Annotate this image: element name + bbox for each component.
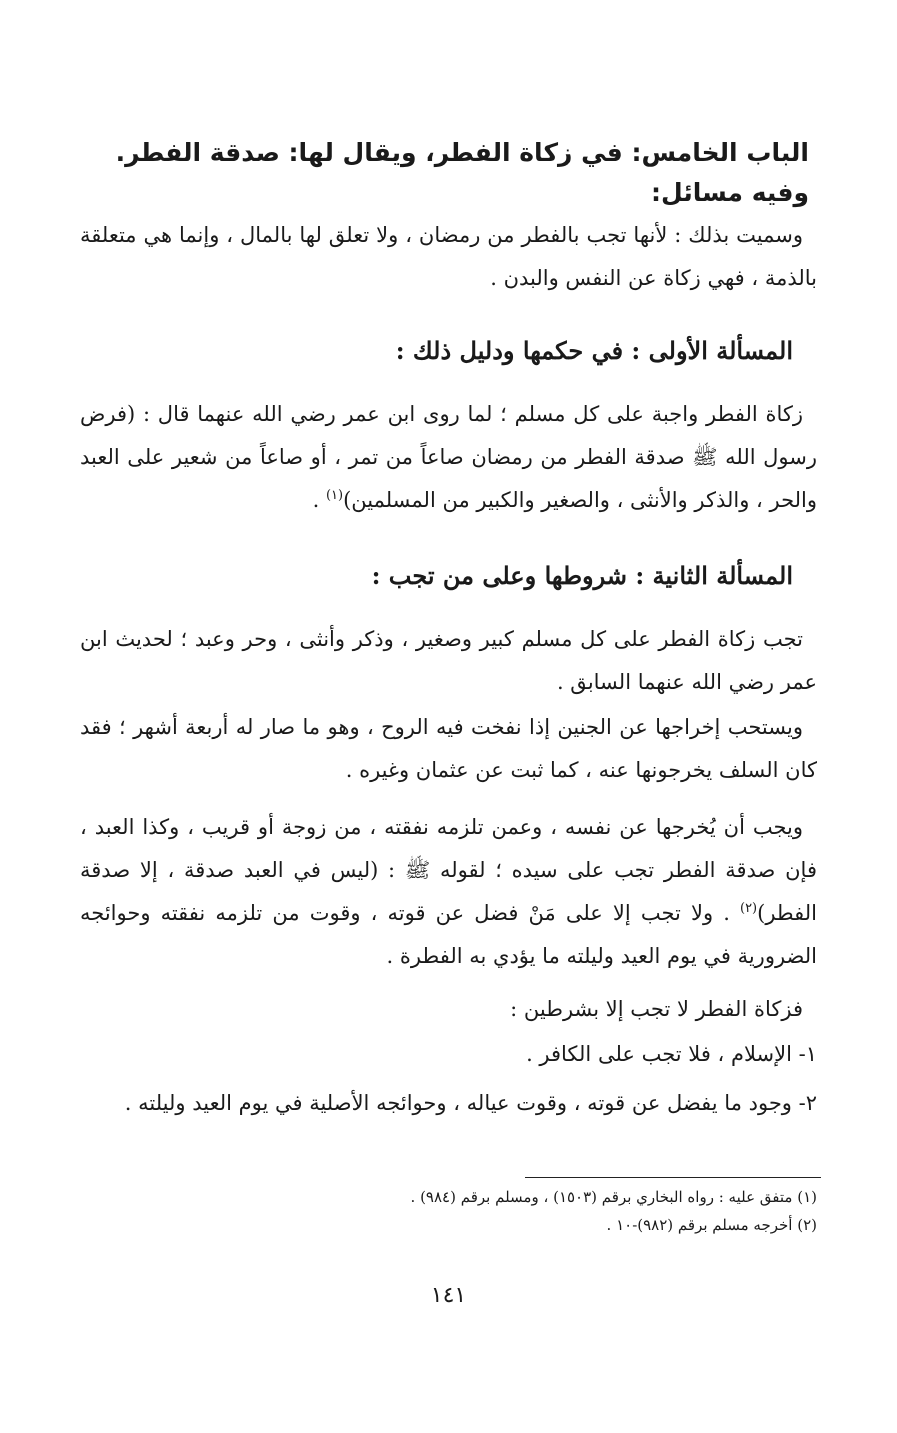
- condition-2: ٢- وجود ما يفضل عن قوته ، وقوت عياله ، وحوائجه الأصلية في يوم العيد وليلته .: [124, 1091, 817, 1115]
- issue-2-paragraph-1: تجب زكاة الفطر على كل مسلم كبير وصغير ، وذكر وأنثى ، وحر وعبد ؛ لحديث ابن عمر رضي الله عنهما السابق .: [80, 627, 817, 694]
- footnote-2: (٢) أخرجه مسلم برقم (٩٨٢)-١٠ .: [606, 1216, 817, 1234]
- issue-2-paragraph-2: ويستحب إخراجها عن الجنين إذا نفخت فيه الروح ، وهو ما صار له أربعة أشهر ؛ فقد كان السلف يخرجونها عنه ، كما ثبت عن عثمان وغيره .: [80, 715, 817, 782]
- footnote-ref-2: (٢): [739, 901, 758, 916]
- footnote-ref-1: (١): [325, 488, 344, 503]
- issue-1-text: زكاة الفطر واجبة على كل مسلم ؛ لما روى ابن عمر رضي الله عنهما قال : (فرض رسول الله ﷺ صدقة الفطر من رمضان صاعاً من تمر ، أو صاعاً من شعير على العبد والحر ، والذكر والأنثى ، والصغير والكبير من المسلمين): [80, 402, 817, 512]
- issue-2-p3-after: . ولا تجب إلا على مَنْ فضل عن قوته ، وقوت من تلزمه نفقته وحوائجه الضرورية في يوم العيد وليلته ما يؤدي به الفطرة .: [80, 901, 817, 968]
- footnote-1: (١) متفق عليه : رواه البخاري برقم (١٥٠٣) ، ومسلم برقم (٩٨٤) .: [410, 1188, 817, 1206]
- issue-1-text-end: .: [312, 488, 326, 512]
- footnote-divider: [525, 1177, 821, 1178]
- chapter-title: الباب الخامس: في زكاة الفطر، ويقال لها: صدقة الفطر. وفيه مسائل:: [115, 138, 809, 207]
- issue-1-paragraph: [80, 393, 817, 522]
- conditions-intro: فزكاة الفطر لا تجب إلا بشرطين :: [510, 997, 803, 1021]
- issue-2-p3-before: ويجب أن يُخرجها عن نفسه ، وعمن تلزمه نفقته ، من زوجة أو قريب ، وكذا العبد ، فإن صدقة الفطر تجب على سيده ؛ لقوله ﷺ : (ليس في العبد صدقة ، إلا صدقة الفطر): [80, 815, 817, 925]
- issue-1-heading: المسألة الأولى : في حكمها ودليل ذلك :: [395, 336, 793, 365]
- issue-2-paragraph-3: [80, 806, 817, 978]
- intro-paragraph: وسميت بذلك : لأنها تجب بالفطر من رمضان ، ولا تعلق لها بالمال ، وإنما هي متعلقة بالذمة ، فهي زكاة عن النفس والبدن .: [80, 223, 817, 290]
- condition-1: ١- الإسلام ، فلا تجب على الكافر .: [526, 1042, 817, 1066]
- page-number: ١٤١: [430, 1283, 467, 1308]
- issue-2-heading: المسألة الثانية : شروطها وعلى من تجب :: [371, 561, 793, 590]
